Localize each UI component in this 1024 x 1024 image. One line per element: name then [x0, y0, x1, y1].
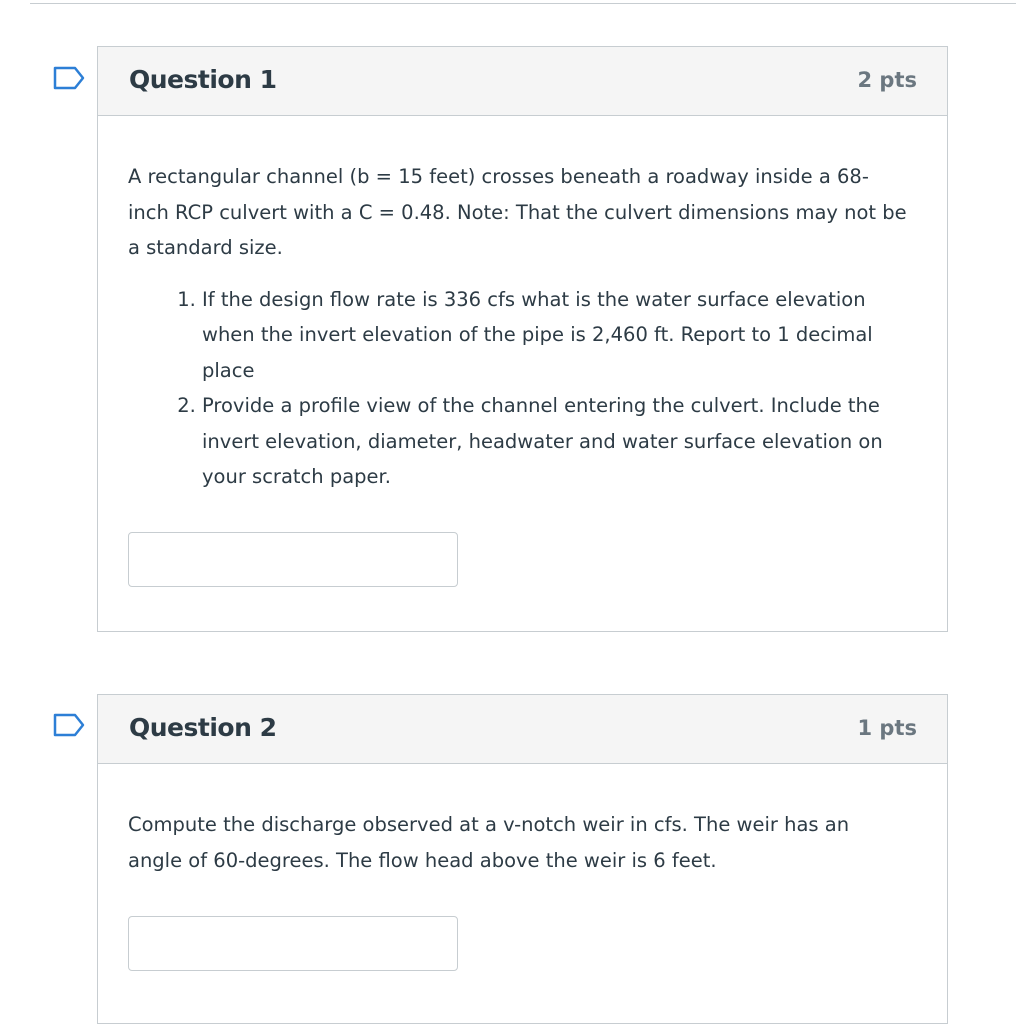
question-body — [98, 116, 947, 587]
flag-question-icon[interactable] — [53, 713, 85, 737]
question-header — [98, 695, 947, 764]
question-list — [128, 282, 918, 495]
flag-question-icon[interactable] — [53, 66, 85, 90]
question-2 — [97, 694, 948, 1024]
question-points: 2 pts — [857, 68, 917, 92]
question-text: Compute the discharge observed at a v-notch weir in cfs. The weir has an angle of 60-degrees. The flow head above the weir is 6 feet. — [128, 813, 850, 872]
question-header — [98, 47, 947, 116]
list-item: 2. Provide a profile view of the channel entering the culvert. Include the invert elevation, diameter, headwater and water surface elevation on your scratch paper. — [202, 388, 918, 495]
question-title: Question 2 — [129, 713, 277, 742]
question-title: Question 1 — [129, 65, 277, 94]
top-divider — [30, 3, 1016, 4]
question-body — [98, 764, 947, 971]
answer-input[interactable] — [128, 532, 458, 587]
list-item: 1. If the design flow rate is 336 cfs what is the water surface elevation when the invert elevation of the pipe is 2,460 ft. Report to 1 decimal place — [202, 282, 918, 389]
answer-input[interactable] — [128, 916, 458, 971]
question-1 — [97, 46, 948, 632]
question-text: A rectangular channel (b = 15 feet) crosses beneath a roadway inside a 68-inch RCP culvert with a C = 0.48. Note: That the culvert dimensions may not be a standard size. — [128, 165, 907, 259]
question-points: 1 pts — [857, 716, 917, 740]
